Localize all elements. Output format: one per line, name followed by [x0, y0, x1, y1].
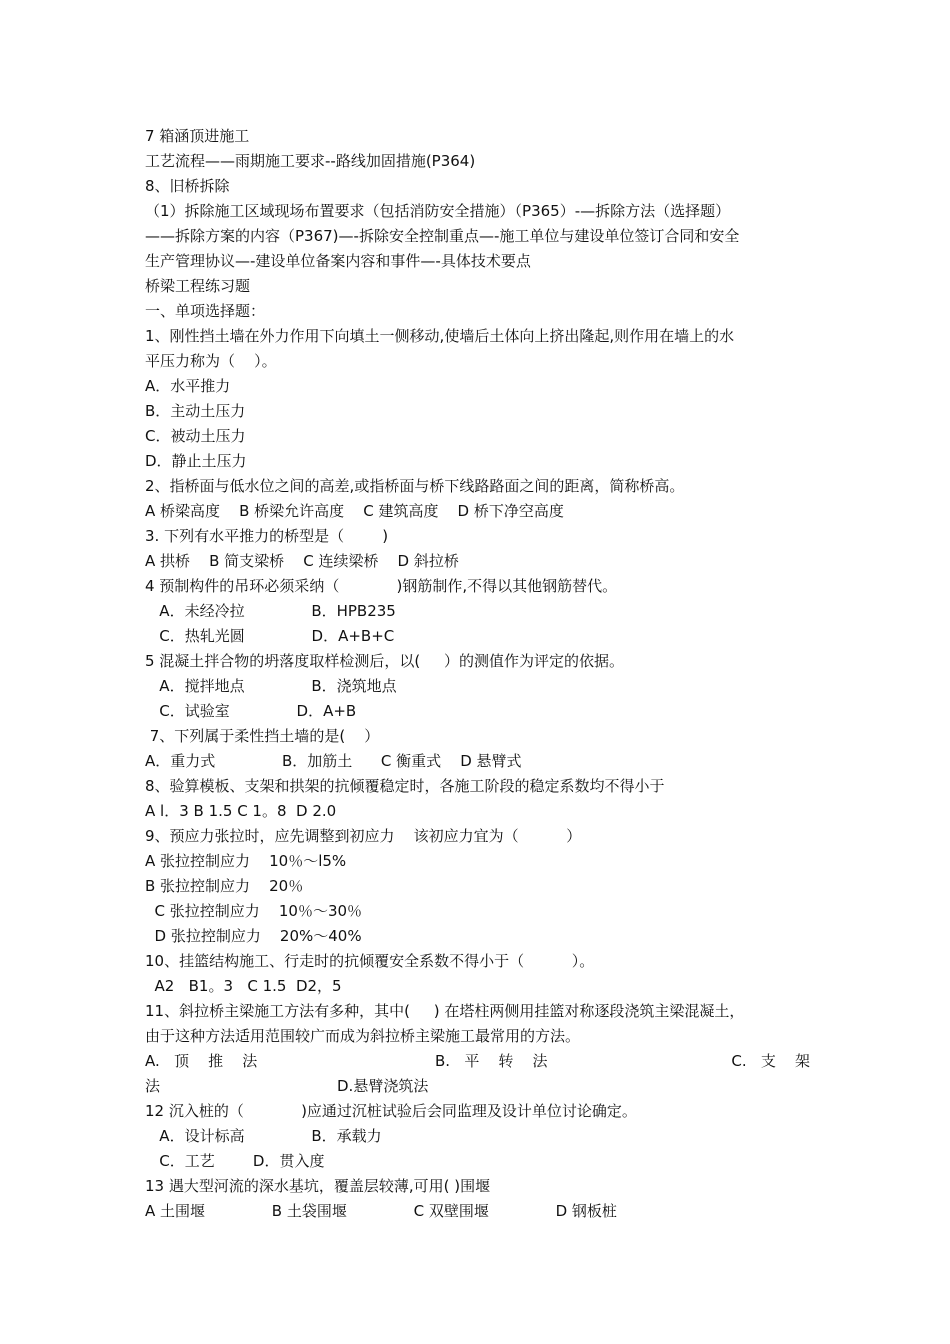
- options-row: C．工艺 D．贯入度: [145, 1152, 325, 1170]
- option-a: A. 顶 推 法: [145, 1052, 258, 1070]
- question-5: 5 混凝土拌合物的坍落度取样检测后，以( ）的测值作为评定的依据。: [145, 652, 625, 670]
- question-2: 2、指桥面与低水位之间的高差,或指桥面与桥下线路路面之间的距离，简称桥高。: [145, 477, 685, 495]
- text-line: 生产管理协议—-建设单位备案内容和事件—-具体技术要点: [145, 252, 531, 270]
- question-8: 8、验算模板、支架和拱架的抗倾覆稳定时，各施工阶段的稳定系数均不得小于: [145, 777, 665, 795]
- question-9: 9、预应力张拉时，应先调整到初应力 该初应力宜为（ ）: [145, 827, 582, 845]
- text-line: （1）拆除施工区域现场布置要求（包括消防安全措施）（P365）-—拆除方法（选择题）: [145, 202, 731, 220]
- options-row: A 土围堰 B 土袋围堰 C 双壁围堰 D 钢板桩: [145, 1202, 617, 1220]
- options-row: C．热轧光圆 D．A+B+C: [145, 627, 395, 645]
- question-11-cont: 由于这种方法适用范围较广而成为斜拉桥主梁施工最常用的方法。: [145, 1027, 581, 1045]
- option: D．静止土压力: [145, 452, 247, 470]
- option-d: D.悬臂浇筑法: [337, 1077, 429, 1095]
- option: B．主动土压力: [145, 402, 246, 420]
- question-1-cont: 平压力称为（ ）。: [145, 352, 277, 370]
- option-c: C. 支 架: [731, 1052, 810, 1070]
- options-row: A 拱桥 B 简支梁桥 C 连续梁桥 D 斜拉桥: [145, 552, 459, 570]
- question-12: 12 沉入桩的（ )应通过沉桩试验后会同监理及设计单位讨论确定。: [145, 1102, 637, 1120]
- document-body: [145, 124, 810, 1224]
- option-b: B. 平 转 法: [435, 1052, 548, 1070]
- question-11: 11、斜拉桥主梁施工方法有多种，其中( ) 在塔柱两侧用挂篮对称逐段浇筑主梁混凝土，: [145, 1002, 745, 1020]
- option: C．被动土压力: [145, 427, 246, 445]
- q11-options-row-2: [145, 1074, 810, 1099]
- option: C 张拉控制应力 10％～30％: [145, 902, 363, 920]
- options-row: A．重力式 B．加筋土 C 衡重式 D 悬臂式: [145, 752, 522, 770]
- heading-old-bridge-demolition: 8、旧桥拆除: [145, 177, 230, 195]
- question-3: 3. 下列有水平推力的桥型是（ ): [145, 527, 389, 545]
- option: A 张拉控制应力 10％～l5%: [145, 852, 347, 870]
- question-13: 13 遇大型河流的深水基坑，覆盖层较薄,可用( )围堰: [145, 1177, 491, 1195]
- option: D 张拉控制应力 20%～40%: [145, 927, 362, 945]
- options-row: C．试验室 D．A+B: [145, 702, 357, 720]
- text-line: ——拆除方案的内容（P367)—-拆除安全控制重点—-施工单位与建设单位签订合同和安全: [145, 227, 740, 245]
- option-c-cont: 法: [145, 1077, 161, 1095]
- section-heading: 一、单项选择题：: [145, 302, 266, 320]
- option: A．水平推力: [145, 377, 231, 395]
- text-line: 工艺流程——雨期施工要求--路线加固措施(P364): [145, 152, 476, 170]
- options-row: A．设计标高 B．承载力: [145, 1127, 382, 1145]
- options-row: A 桥梁高度 B 桥梁允许高度 C 建筑高度 D 桥下净空高度: [145, 502, 564, 520]
- question-1: 1、刚性挡土墙在外力作用下向填土一侧移动,使墙后土体向上挤出隆起,则作用在墙上的水: [145, 327, 735, 345]
- question-10: 10、挂篮结构施工、行走时的抗倾覆安全系数不得小于（ ）。: [145, 952, 595, 970]
- options-row: A l．3 B 1.5 C 1。8 D 2.0: [145, 802, 337, 820]
- question-4: 4 预制构件的吊环必须采纳（ )钢筋制作,不得以其他钢筋替代。: [145, 577, 618, 595]
- options-row: A2 B1。3 C 1.5 D2，5: [145, 977, 342, 995]
- q11-options-row: [145, 1049, 810, 1074]
- heading-exercises: 桥梁工程练习题: [145, 277, 251, 295]
- options-row: A．搅拌地点 B．浇筑地点: [145, 677, 397, 695]
- option: B 张拉控制应力 20％: [145, 877, 304, 895]
- question-7: 7、下列属于柔性挡土墙的是( ）: [145, 727, 380, 745]
- heading-box-culvert: 7 箱涵顶进施工: [145, 127, 250, 145]
- options-row: A．未经冷拉 B．HPB235: [145, 602, 396, 620]
